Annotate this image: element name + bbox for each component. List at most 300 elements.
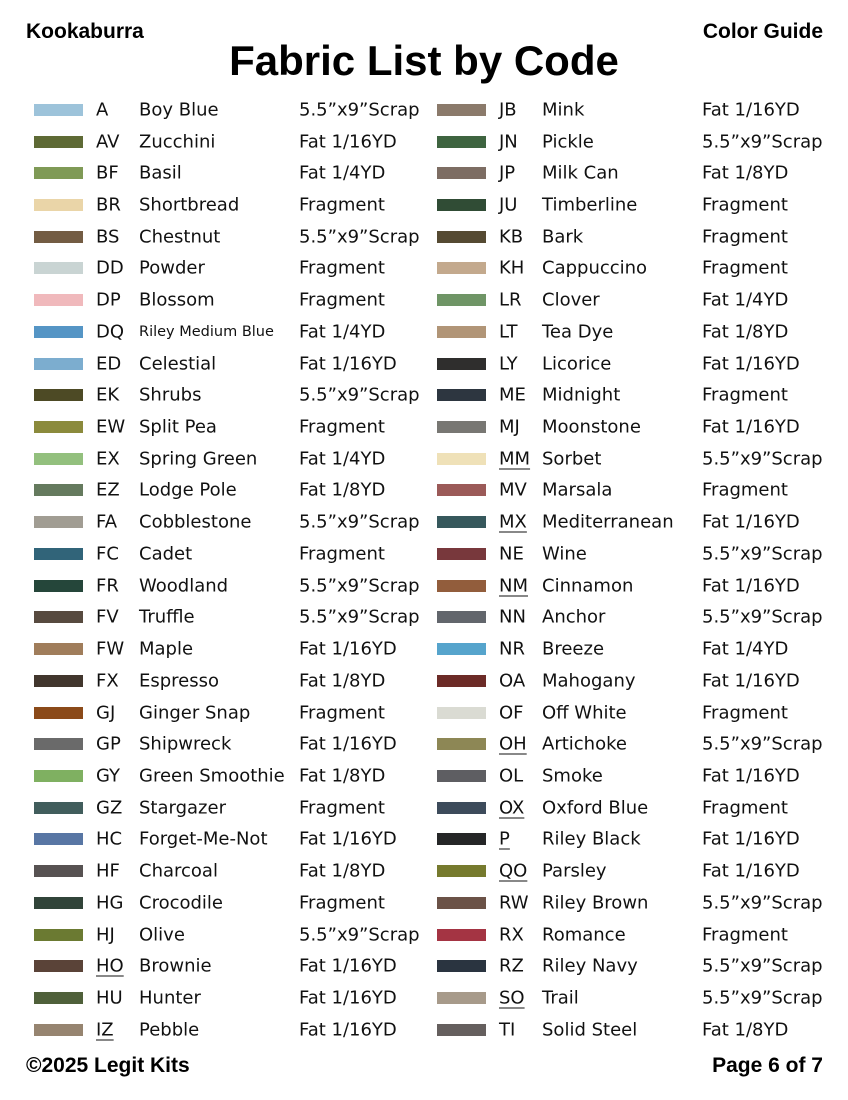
fabric-name: Split Pea [139,416,217,438]
fabric-size: Fat 1/16YD [299,131,397,153]
fabric-row [34,379,434,411]
fabric-row [34,824,434,856]
color-swatch [437,199,486,211]
fabric-name: Off White [542,702,627,724]
fabric-row [34,919,434,951]
fabric-size: Fat 1/16YD [299,955,397,977]
fabric-size: Fat 1/16YD [702,353,800,375]
fabric-size: Fat 1/16YD [299,638,397,660]
fabric-code: IZ [96,1019,114,1041]
fabric-code: GP [96,733,121,755]
fabric-name: Forget-Me-Not [139,828,268,850]
fabric-size: Fat 1/16YD [702,99,800,121]
fabric-row [437,157,837,189]
color-swatch [437,358,486,370]
copyright: ©2025 Legit Kits [26,1054,190,1077]
color-swatch [34,675,83,687]
fabric-code: GJ [96,702,116,724]
fabric-code: DP [96,289,121,311]
fabric-row [437,126,837,158]
fabric-size: Fragment [299,702,385,724]
fabric-code: EK [96,384,120,406]
fabric-size: Fragment [702,702,788,724]
color-swatch [34,548,83,560]
fabric-name: Ginger Snap [139,702,251,724]
fabric-name: Breeze [542,638,605,660]
brand-name: Kookaburra [26,20,144,43]
fabric-code: OX [499,797,525,819]
fabric-row [437,316,837,348]
color-swatch [34,833,83,845]
fabric-row [34,728,434,760]
color-swatch [34,136,83,148]
fabric-row [34,316,434,348]
color-swatch [437,421,486,433]
fabric-row [437,253,837,285]
fabric-code: MM [499,448,531,470]
color-swatch [437,167,486,179]
fabric-name: Blossom [139,289,215,311]
fabric-name: Parsley [542,860,607,882]
fabric-code: NR [499,638,525,660]
fabric-name: Artichoke [542,733,627,755]
color-swatch [437,992,486,1004]
fabric-size: Fat 1/4YD [299,448,386,470]
color-swatch [437,865,486,877]
fabric-code: EX [96,448,120,470]
fabric-code: KH [499,257,525,279]
fabric-code: FA [96,511,118,533]
fabric-code: BF [96,162,119,184]
color-swatch [437,960,486,972]
fabric-size: 5.5”x9”Scrap [299,575,420,597]
fabric-name: Romance [542,924,626,946]
fabric-row [437,475,837,507]
fabric-size: Fragment [702,257,788,279]
color-swatch [34,294,83,306]
color-swatch [34,865,83,877]
color-swatch [34,199,83,211]
color-swatch [34,326,83,338]
fabric-row [34,157,434,189]
fabric-row [34,760,434,792]
fabric-name: Cobblestone [139,511,252,533]
fabric-code: DD [96,257,124,279]
fabric-size: Fat 1/8YD [702,162,789,184]
fabric-row [34,94,434,126]
fabric-code: DQ [96,321,125,343]
fabric-code: P [499,828,510,850]
fabric-row [437,348,837,380]
color-swatch [34,611,83,623]
fabric-name: Oxford Blue [542,797,649,819]
fabric-name: Basil [139,162,182,184]
guide-label: Color Guide [702,20,823,43]
fabric-name: Powder [139,257,205,279]
fabric-size: 5.5”x9”Scrap [299,924,420,946]
color-swatch [437,136,486,148]
fabric-code: LR [499,289,522,311]
fabric-code: FV [96,606,119,628]
color-swatch [34,738,83,750]
fabric-code: OF [499,702,524,724]
fabric-code: MX [499,511,527,533]
fabric-size: Fat 1/16YD [702,416,800,438]
fabric-name: Mahogany [542,670,636,692]
fabric-code: ME [499,384,526,406]
fabric-size: Fat 1/16YD [702,765,800,787]
fabric-name: Chestnut [139,226,221,248]
fabric-name: Riley Black [542,828,641,850]
fabric-size: Fragment [299,797,385,819]
fabric-size: 5.5”x9”Scrap [702,892,823,914]
fabric-size: 5.5”x9”Scrap [299,384,420,406]
fabric-row [34,982,434,1014]
fabric-row [437,728,837,760]
color-swatch [34,580,83,592]
fabric-name: Bark [542,226,584,248]
fabric-size: Fragment [702,479,788,501]
fabric-size: Fat 1/8YD [299,670,386,692]
fabric-name: Timberline [542,194,638,216]
fabric-code: JB [499,99,517,121]
fabric-code: NE [499,543,524,565]
color-swatch [437,1024,486,1036]
fabric-size: Fat 1/16YD [299,1019,397,1041]
color-swatch [437,453,486,465]
fabric-code: ED [96,353,122,375]
fabric-row [34,855,434,887]
fabric-row [34,665,434,697]
fabric-size: 5.5”x9”Scrap [299,511,420,533]
fabric-row [34,189,434,221]
fabric-code: HU [96,987,123,1009]
fabric-row [437,697,837,729]
color-swatch [437,484,486,496]
fabric-size: Fat 1/8YD [702,1019,789,1041]
fabric-row [437,570,837,602]
fabric-row [437,633,837,665]
fabric-code: AV [96,131,120,153]
fabric-row [34,887,434,919]
fabric-size: Fat 1/16YD [299,828,397,850]
page-title: Fabric List by Code [229,37,619,84]
fabric-name: Mediterranean [542,511,674,533]
fabric-size: Fat 1/4YD [702,289,789,311]
fabric-row [34,253,434,285]
fabric-name: Shortbread [139,194,240,216]
fabric-row [437,221,837,253]
fabric-row [34,221,434,253]
fabric-size: Fragment [702,384,788,406]
fabric-name: Sorbet [542,448,602,470]
fabric-size: Fragment [702,924,788,946]
fabric-row [437,855,837,887]
fabric-row [34,792,434,824]
fabric-list-right [437,94,837,1046]
fabric-code: HJ [96,924,115,946]
fabric-name: Brownie [139,955,212,977]
fabric-row [34,443,434,475]
fabric-code: JN [499,131,518,153]
color-swatch [437,294,486,306]
fabric-size: 5.5”x9”Scrap [299,226,420,248]
fabric-size: Fat 1/16YD [702,860,800,882]
fabric-row [34,602,434,634]
fabric-row [34,538,434,570]
fabric-name: Licorice [542,353,612,375]
fabric-code: OL [499,765,524,787]
fabric-size: 5.5”x9”Scrap [702,448,823,470]
fabric-code: KB [499,226,524,248]
fabric-code: JP [499,162,516,184]
color-swatch [34,231,83,243]
fabric-code: BS [96,226,120,248]
fabric-code: FC [96,543,119,565]
color-swatch [437,929,486,941]
fabric-size: 5.5”x9”Scrap [702,733,823,755]
fabric-row [437,1014,837,1046]
fabric-code: RZ [499,955,524,977]
fabric-name: Cinnamon [542,575,634,597]
fabric-row [34,633,434,665]
fabric-name: Riley Navy [542,955,638,977]
fabric-size: Fat 1/16YD [702,575,800,597]
color-swatch [34,929,83,941]
fabric-size: Fragment [299,194,385,216]
fabric-name: Midnight [542,384,621,406]
fabric-row [437,760,837,792]
fabric-code: MJ [499,416,520,438]
fabric-size: Fat 1/16YD [299,733,397,755]
fabric-row [34,475,434,507]
fabric-name: Solid Steel [542,1019,638,1041]
color-swatch [34,960,83,972]
color-swatch [437,802,486,814]
fabric-row [437,887,837,919]
fabric-size: Fat 1/4YD [299,321,386,343]
fabric-list-left [34,94,434,1046]
fabric-row [437,189,837,221]
fabric-name: Cappuccino [542,257,648,279]
fabric-name: Lodge Pole [139,479,237,501]
fabric-name: Marsala [542,479,613,501]
color-swatch [34,358,83,370]
fabric-code: EW [96,416,126,438]
fabric-name: Anchor [542,606,606,628]
fabric-size: 5.5”x9”Scrap [702,987,823,1009]
fabric-row [437,824,837,856]
fabric-name: Cadet [139,543,193,565]
fabric-code: FW [96,638,125,660]
fabric-code: HO [96,955,124,977]
color-swatch [34,421,83,433]
fabric-row [437,284,837,316]
fabric-name: Clover [542,289,600,311]
color-swatch [34,643,83,655]
fabric-row [34,1014,434,1046]
fabric-name: Shipwreck [139,733,232,755]
fabric-name: Trail [542,987,579,1009]
fabric-size: Fat 1/8YD [299,860,386,882]
fabric-row [437,950,837,982]
fabric-code: NN [499,606,526,628]
color-swatch [437,643,486,655]
color-swatch [437,611,486,623]
color-swatch [437,707,486,719]
fabric-row [34,348,434,380]
fabric-row [34,506,434,538]
color-swatch [437,262,486,274]
fabric-code: OH [499,733,527,755]
fabric-row [437,602,837,634]
color-swatch [437,833,486,845]
fabric-size: Fat 1/16YD [299,987,397,1009]
fabric-code: NM [499,575,528,597]
fabric-size: Fat 1/16YD [702,828,800,850]
fabric-code: HG [96,892,124,914]
fabric-row [437,792,837,824]
fabric-size: Fat 1/4YD [702,638,789,660]
color-swatch [34,802,83,814]
color-swatch [34,389,83,401]
fabric-row [437,94,837,126]
fabric-name: Charcoal [139,860,218,882]
fabric-name: Smoke [542,765,603,787]
fabric-size: 5.5”x9”Scrap [299,606,420,628]
fabric-name: Olive [139,924,185,946]
fabric-size: Fat 1/8YD [702,321,789,343]
color-swatch [34,453,83,465]
fabric-size: Fragment [702,194,788,216]
fabric-row [34,126,434,158]
color-swatch [34,104,83,116]
color-swatch [437,897,486,909]
fabric-row [437,506,837,538]
fabric-code: BR [96,194,121,216]
fabric-code: TI [499,1019,516,1041]
fabric-name: Shrubs [139,384,202,406]
fabric-name: Crocodile [139,892,223,914]
page-number: Page 6 of 7 [712,1054,823,1077]
fabric-row [34,570,434,602]
fabric-name: Spring Green [139,448,258,470]
fabric-row [437,982,837,1014]
fabric-size: Fragment [702,226,788,248]
fabric-row [34,950,434,982]
fabric-code: SO [499,987,525,1009]
color-swatch [437,580,486,592]
fabric-name: Boy Blue [139,99,219,121]
fabric-code: MV [499,479,527,501]
fabric-size: Fat 1/16YD [299,353,397,375]
fabric-name: Green Smoothie [139,765,285,787]
fabric-size: Fat 1/16YD [702,670,800,692]
fabric-code: HC [96,828,123,850]
fabric-code: QO [499,860,528,882]
fabric-size: Fragment [299,892,385,914]
fabric-name: Woodland [139,575,229,597]
fabric-name: Pebble [139,1019,200,1041]
color-swatch [437,516,486,528]
color-swatch [34,516,83,528]
fabric-name: Riley Brown [542,892,649,914]
fabric-row [437,665,837,697]
fabric-size: Fat 1/4YD [299,162,386,184]
color-swatch [34,167,83,179]
color-swatch [437,675,486,687]
fabric-name: Zucchini [139,131,216,153]
fabric-row [437,411,837,443]
color-swatch [34,770,83,782]
fabric-name: Mink [542,99,585,121]
color-swatch [437,104,486,116]
fabric-code: A [96,99,109,121]
fabric-size: Fragment [299,416,385,438]
color-swatch [437,770,486,782]
fabric-code: GY [96,765,121,787]
fabric-row [437,443,837,475]
fabric-size: 5.5”x9”Scrap [702,543,823,565]
fabric-name: Riley Medium Blue [139,323,274,340]
fabric-name: Hunter [139,987,201,1009]
fabric-name: Maple [139,638,194,660]
fabric-size: Fragment [702,797,788,819]
fabric-row [437,919,837,951]
fabric-code: LT [499,321,518,343]
fabric-code: EZ [96,479,120,501]
fabric-size: 5.5”x9”Scrap [702,606,823,628]
fabric-name: Pickle [542,131,594,153]
color-swatch [34,484,83,496]
fabric-name: Milk Can [542,162,619,184]
color-swatch [34,707,83,719]
color-swatch [34,1024,83,1036]
fabric-row [437,538,837,570]
fabric-code: HF [96,860,120,882]
fabric-code: RW [499,892,529,914]
color-swatch [437,389,486,401]
fabric-code: OA [499,670,526,692]
fabric-size: Fat 1/8YD [299,765,386,787]
fabric-name: Celestial [139,353,217,375]
color-swatch [437,738,486,750]
fabric-size: 5.5”x9”Scrap [702,955,823,977]
fabric-row [34,284,434,316]
fabric-code: JU [499,194,518,216]
fabric-size: Fragment [299,543,385,565]
fabric-code: GZ [96,797,123,819]
fabric-name: Espresso [139,670,220,692]
fabric-row [437,379,837,411]
fabric-code: FR [96,575,119,597]
color-swatch [437,548,486,560]
fabric-code: LY [499,353,518,375]
fabric-code: FX [96,670,119,692]
fabric-name: Stargazer [139,797,226,819]
fabric-row [34,411,434,443]
fabric-size: Fragment [299,289,385,311]
color-swatch [437,231,486,243]
fabric-name: Wine [542,543,587,565]
color-swatch [34,897,83,909]
fabric-code: RX [499,924,524,946]
color-swatch [34,262,83,274]
color-swatch [437,326,486,338]
fabric-size: Fat 1/16YD [702,511,800,533]
fabric-size: 5.5”x9”Scrap [702,131,823,153]
color-swatch [34,992,83,1004]
